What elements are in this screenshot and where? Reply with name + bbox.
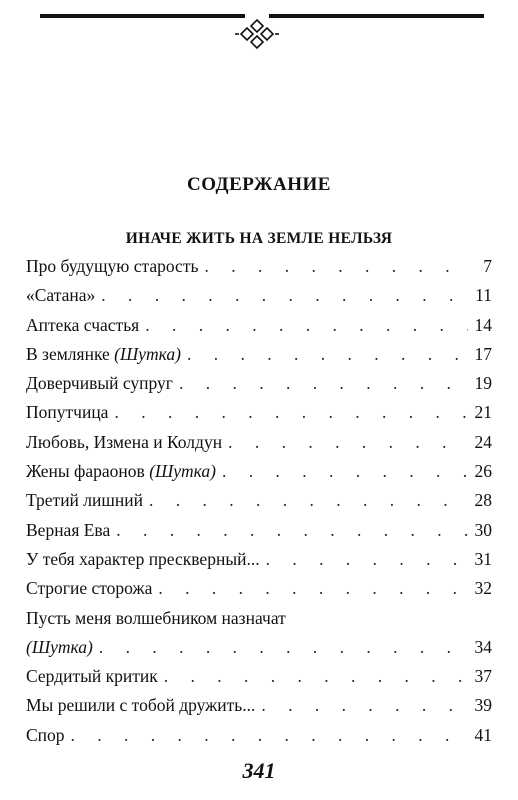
toc-entry-page: 41 [474,724,492,745]
toc-entry-title-text: У тебя характер прескверный... [26,548,260,569]
toc-entry-title [26,662,158,691]
toc-entry-title [26,721,65,750]
dot-leader [204,252,468,281]
toc-heading: СОДЕРЖАНИЕ [187,174,331,195]
toc-entry-page: 32 [474,578,492,599]
toc-entry[interactable] [26,369,492,398]
toc-entry-title-text: Спор [26,724,65,745]
toc-entry-page: 14 [474,314,492,335]
toc-entry-title-text: Верная Ева [26,519,111,540]
toc-entry-title [26,516,110,545]
dot-leader [101,281,468,310]
toc-entry-page: 17 [474,343,492,364]
dot-leader [187,340,468,369]
dot-leader [116,516,468,545]
toc-entry-title [26,457,216,486]
toc-entry[interactable] [26,428,492,457]
toc-entry[interactable] [26,516,492,545]
dot-leader [149,486,468,515]
toc-entry[interactable] [26,545,492,574]
page-number: 341 [242,758,276,783]
toc-entry-page: 26 [474,461,492,482]
toc-entry-title [26,281,95,310]
toc-entry-page: 34 [474,636,492,657]
knot-ornament-icon [233,14,281,54]
toc-entry-note: (Шутка) [26,636,93,657]
toc-entry-title [26,398,108,427]
toc-entry-title-text: Любовь, Измена и Колдун [26,431,223,452]
toc-entry-page: 7 [483,256,492,276]
toc-entry[interactable] [26,340,492,369]
toc-entry-title-text: Пусть меня волшебником назначат [26,607,286,628]
toc-entry-title [26,252,198,281]
toc-entry-title-text: «Сатана» [26,285,96,306]
toc-entry[interactable] [26,691,492,720]
toc-entry[interactable] [26,662,492,691]
dot-leader [266,545,468,574]
toc-entry-title-text: Аптека счастья [26,314,140,335]
toc-entry[interactable] [26,486,492,515]
dot-leader [222,457,468,486]
toc-entry-title [26,574,152,603]
dot-leader [158,574,468,603]
toc-entry-page: 30 [474,519,492,540]
dot-leader [228,428,468,457]
toc-entry-title [26,369,173,398]
toc-entry-title-text: Попутчица [26,402,109,423]
toc-entry-title [26,486,143,515]
dot-leader [114,398,468,427]
toc-entry-page: 37 [474,666,492,687]
toc-entry-title-text: Строгие сторожа [26,578,153,599]
toc-entry-title-text: Третий лишний [26,490,143,511]
toc-entry-title [26,340,181,369]
toc-entry[interactable] [26,281,492,310]
dot-leader [164,662,468,691]
toc-entry-title-text: Сердитый критик [26,666,158,687]
toc-entry-title [26,428,222,457]
dot-leader [99,633,468,662]
toc-entry-page: 19 [474,373,492,394]
toc-entry[interactable] [26,457,492,486]
toc-entry-title-text: Доверчивый супруг [26,373,173,394]
dot-leader [145,311,468,340]
toc-entry-note: (Шутка) [114,343,181,364]
toc-entry[interactable] [26,721,492,750]
toc-entry[interactable] [26,574,492,603]
dot-leader [179,369,468,398]
toc-entry-title [26,633,93,662]
toc-entry-page: 11 [475,285,492,306]
section-title: ИНАЧЕ ЖИТЬ НА ЗЕМЛЕ НЕЛЬЗЯ [125,230,393,247]
toc-entry-title [26,311,139,340]
toc-entry-title [26,604,286,633]
toc-entry-title [26,691,255,720]
dot-leader [261,691,468,720]
toc-entry[interactable] [26,252,492,281]
toc-entry-page: 39 [474,695,492,716]
toc-entry-title [26,545,260,574]
toc-entry[interactable] [26,604,492,663]
toc-entry-title-text: В землянке [26,343,115,364]
toc-list [26,252,492,750]
toc-entry-page: 28 [474,490,492,511]
toc-entry[interactable] [26,398,492,427]
toc-entry-title-text: Про будущую старость [26,256,199,276]
toc-entry-note: (Шутка) [149,461,217,482]
dot-leader [71,721,468,750]
toc-entry[interactable] [26,311,492,340]
toc-entry-title-text: Мы решили с тобой дружить... [26,695,256,716]
toc-entry-page: 24 [474,431,492,452]
toc-entry-page: 21 [474,402,492,423]
toc-entry-page: 31 [474,548,492,569]
toc-entry-title-text: Жены фараонов [26,461,150,482]
